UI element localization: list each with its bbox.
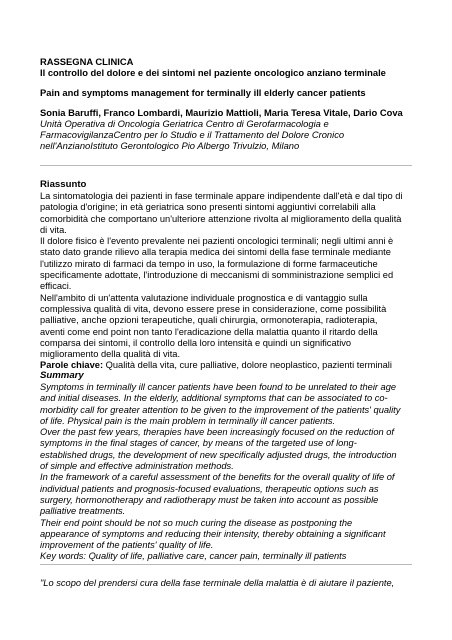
riassunto-line: Nell'ambito di un'attenta valutazione individuale prognostica e di vantaggio sulla: [40, 292, 368, 303]
summary-line: morbidity call for greater attention to be given to the improvement of the patients' quality: [40, 404, 401, 415]
riassunto-line: palliative, anche opzioni terapeutiche, quali chirurgia, ormonoterapia, radioterapia,: [40, 315, 378, 326]
riassunto-line: La sintomatologia dei pazienti in fase terminale appare indipendente dall'età e dal tipo di: [40, 191, 403, 201]
quote-line: "Lo scopo del prendersi cura della fase terminale della malattia è di aiutare il paziente,: [40, 578, 395, 588]
authors: Sonia Baruffi, Franco Lombardi, Maurizio Mattioli, Maria Teresa Vitale, Dario Cova: [40, 107, 403, 118]
summary-line: and initial diseases. In the elderly, additional symptoms that can be associated to co-: [40, 393, 388, 404]
riassunto-section: [40, 179, 412, 372]
rubric: RASSEGNA CLINICA: [40, 56, 134, 67]
summary-line: established drugs, the development of new specifically adjusted drugs, the introduction: [40, 449, 397, 460]
summary-line: In the framework of a careful assessment of the benefits for the overall quality of life of: [40, 472, 395, 483]
riassunto-line: patologia d'origine; in età geriatrica sono presenti sintomi aggiuntivi correlabili alla: [40, 202, 376, 213]
riassunto-line: Il dolore fisico è l'evento prevalente nei pazienti oncologici terminali; negli ultimi anni è: [40, 236, 394, 247]
summary-line: surgery, hormonotherapy and radiotherapy must be taken into account as possible: [40, 494, 379, 505]
summary-line: individual patients and prognosis-focused evaluations, therapeutic options such as: [40, 483, 379, 494]
title-italian: Il controllo del dolore e dei sintomi nel paziente oncologico anziano terminale: [40, 67, 386, 78]
affiliation-line: nell'AnzianoIstituto Gerontologico Pio Albergo Trivulzio, Milano: [40, 140, 300, 151]
riassunto-line: di vita.: [40, 224, 67, 235]
quote-section: [40, 578, 412, 589]
summary-line: appearance of symptoms and reducing their intensity, thereby obtaining a significant: [40, 528, 386, 539]
divider: [40, 564, 412, 565]
riassunto-line: aventi come end point non tanto l'eradicazione della malattia quanto il ritardo della: [40, 326, 378, 337]
article-header: [40, 56, 412, 151]
summary-line: Over the past few years, therapies have been increasingly focused on the reduction of: [40, 427, 395, 438]
summary-line: Symptoms in terminally ill cancer patients have been found to be unrelated to their age: [40, 382, 397, 392]
riassunto-line: complessiva qualità di vita, devono essere prese in considerazione, come possibilità: [40, 303, 387, 314]
riassunto-heading: Riassunto: [40, 179, 87, 190]
summary-section: [40, 370, 412, 563]
summary-heading: Summary: [40, 370, 84, 381]
summary-line: palliative treatments.: [40, 506, 126, 517]
riassunto-line: efficaci.: [40, 281, 72, 292]
riassunto-line: stato dato grande rilievo alla terapia medica dei sintomi della fase terminale mediante: [40, 247, 391, 258]
title-english: Pain and symptoms management for terminally ill elderly cancer patients: [40, 87, 366, 98]
riassunto-line: comparsa dei sintomi, il controllo della loro intensità e quindi un significativo: [40, 337, 352, 348]
riassunto-line: miglioramento della qualità di vita.: [40, 349, 181, 360]
summary-line: Their end point should be not so much curing the disease as postponing the: [40, 517, 353, 528]
summary-line: of simple and effective administration methods.: [40, 461, 234, 472]
riassunto-line: comorbidità che comportano un'ulteriore attenzione rivolta al miglioramento della qualità: [40, 213, 402, 224]
riassunto-line: specificamente adottate, l'introduzione di meccanismi di somministrazione semplici ed: [40, 270, 394, 281]
summary-line: symptoms in the final stages of cancer, by means of the targeted use of long-: [40, 438, 357, 449]
affiliation-line: Unità Operativa di Oncologia Geriatrica Centro di Gerofarmacologia e: [40, 118, 329, 129]
keywords-label: Parole chiave:: [40, 360, 104, 371]
summary-line: improvement of the patients' quality of life.: [40, 540, 214, 551]
keywords-text: Qualità della vita, cure palliative, dolore neoplastico, pazienti terminali: [103, 360, 392, 371]
summary-keywords-line: Key words: Quality of life, palliative care, cancer pain, terminally ill patients: [40, 551, 347, 562]
divider: [40, 165, 412, 166]
riassunto-line: l'utilizzo mirato di farmaci da tempo in uso, la formulazione di forme farmaceutiche: [40, 258, 378, 269]
affiliation-line: FarmacovigilanzaCentro per lo Studio e il Trattamento del Dolore Cronico: [40, 129, 345, 140]
summary-line: of life. Physical pain is the main problem in terminally ill cancer patients.: [40, 415, 336, 426]
